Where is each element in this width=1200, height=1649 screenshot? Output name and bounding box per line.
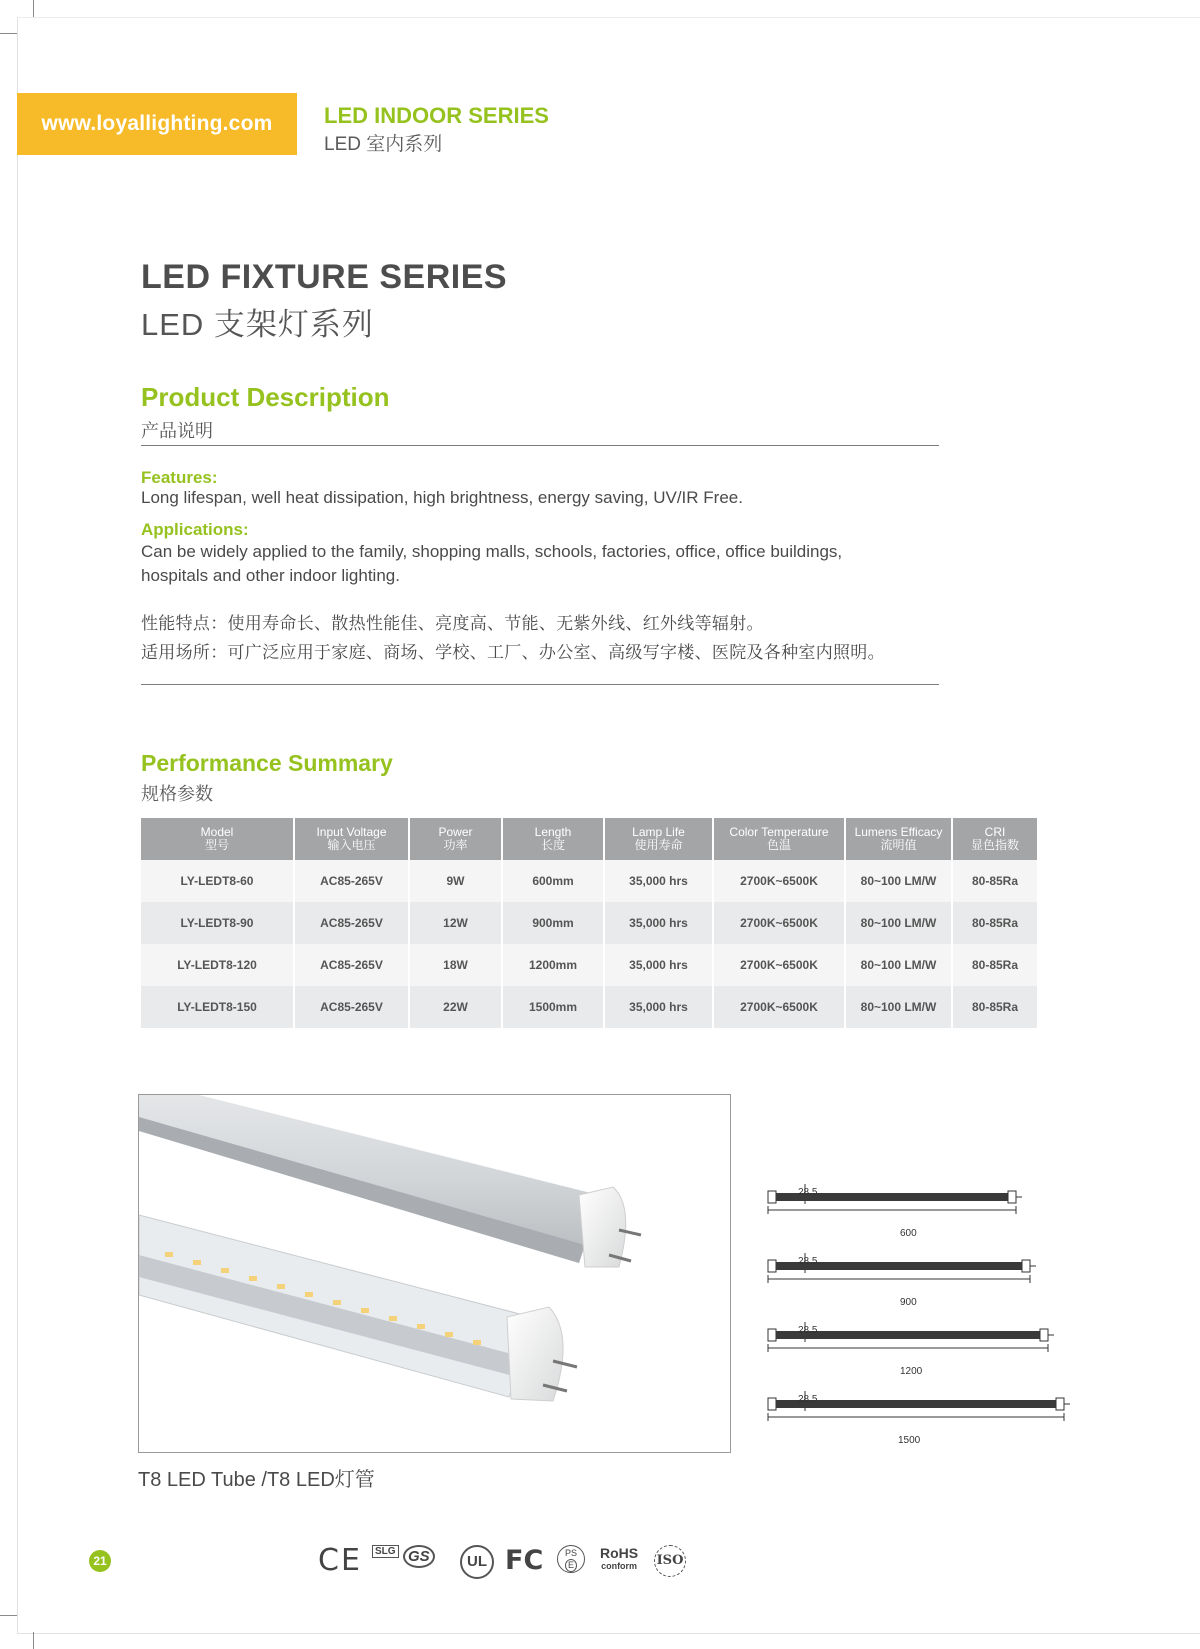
table-cell: 35,000 hrs (604, 986, 713, 1028)
page-title-en: LED FIXTURE SERIES (141, 258, 508, 296)
crop-mark (33, 0, 34, 17)
table-cell: AC85-265V (294, 902, 409, 944)
crop-mark (0, 1615, 17, 1616)
table-cell: 80-85Ra (952, 902, 1037, 944)
product-description-heading-cn: 产品说明 (141, 421, 213, 441)
features-text: Long lifespan, well heat dissipation, high brightness, energy saving, UV/IR Free. (141, 488, 743, 507)
table-cell: 80~100 LM/W (845, 944, 952, 986)
table-row (141, 902, 1037, 944)
table-cell: 900mm (502, 902, 604, 944)
table-cell: LY-LEDT8-150 (141, 986, 294, 1028)
length-label: 900 (900, 1297, 917, 1308)
performance-summary-heading: Performance Summary (141, 750, 393, 776)
table-cell: 2700K~6500K (713, 902, 845, 944)
table-cell: 80-85Ra (952, 986, 1037, 1028)
column-header: Lumens Efficacy 流明值 (845, 818, 952, 860)
length-label: 1500 (898, 1435, 921, 1446)
table-cell: AC85-265V (294, 944, 409, 986)
diameter-label: 28.5 (798, 1325, 818, 1336)
table-cell: 1200mm (502, 944, 604, 986)
column-header: CRI 显色指数 (952, 818, 1037, 860)
table-cell: LY-LEDT8-60 (141, 860, 294, 902)
table-cell: 80~100 LM/W (845, 902, 952, 944)
table-cell: 18W (409, 944, 502, 986)
table-cell: 80~100 LM/W (845, 860, 952, 902)
features-text-cn: 性能特点：使用寿命长、散热性能佳、亮度高、节能、无紫外线、红外线等辐射。 (141, 614, 764, 633)
table-cell: AC85-265V (294, 860, 409, 902)
column-header: Input Voltage 输入电压 (294, 818, 409, 860)
website-banner[interactable] (17, 93, 297, 155)
applications-text-line1: Can be widely applied to the family, shopping malls, schools, factories, office, office buildings, (141, 542, 843, 561)
table-cell: 35,000 hrs (604, 860, 713, 902)
table-header-row (141, 818, 1037, 860)
table-cell: 80~100 LM/W (845, 986, 952, 1028)
page-title-cn: LED 支架灯系列 (141, 307, 374, 342)
tube-clear (139, 1215, 577, 1401)
column-header: Lamp Life 使用寿命 (604, 818, 713, 860)
series-title-en: LED INDOOR SERIES (324, 103, 549, 128)
crop-mark (33, 1632, 34, 1649)
fc-mark-icon: FC (505, 1545, 544, 1576)
diameter-label: 28.5 (798, 1394, 818, 1405)
rohs-mark-icon: RoHS conform (600, 1545, 639, 1571)
applications-label: Applications: (141, 520, 249, 539)
table-row (141, 860, 1037, 902)
product-description-heading: Product Description (141, 382, 390, 412)
table-cell: 80-85Ra (952, 944, 1037, 986)
diameter-label: 28.5 (798, 1256, 818, 1267)
performance-summary-heading-cn: 规格参数 (141, 784, 213, 804)
pse-mark-icon: PS E (557, 1545, 585, 1573)
table-cell: LY-LEDT8-90 (141, 902, 294, 944)
crop-mark (0, 33, 17, 34)
divider (141, 445, 939, 446)
dimension-drawings (762, 1180, 1082, 1460)
slg-gs-mark-icon: SLG GS (372, 1545, 435, 1568)
table-cell: 2700K~6500K (713, 944, 845, 986)
table-row (141, 986, 1037, 1028)
series-title-cn: LED 室内系列 (324, 134, 443, 155)
column-header: Model 型号 (141, 818, 294, 860)
divider (141, 684, 939, 685)
length-label: 600 (900, 1228, 917, 1239)
led-tube-illustration (139, 1095, 730, 1452)
table-cell: 80-85Ra (952, 860, 1037, 902)
table-row (141, 944, 1037, 986)
table-cell: LY-LEDT8-120 (141, 944, 294, 986)
column-header: Power 功率 (409, 818, 502, 860)
page-number: 21 (89, 1550, 111, 1572)
column-header: Length 长度 (502, 818, 604, 860)
ce-mark-icon: CE (318, 1543, 362, 1578)
table-cell: 2700K~6500K (713, 860, 845, 902)
spec-table (141, 818, 1037, 1028)
table-cell: 1500mm (502, 986, 604, 1028)
table-cell: AC85-265V (294, 986, 409, 1028)
features-label: Features: (141, 468, 218, 487)
table-cell: 2700K~6500K (713, 986, 845, 1028)
product-caption: T8 LED Tube /T8 LED灯管 (138, 1469, 375, 1491)
applications-text-line2: hospitals and other indoor lighting. (141, 566, 400, 585)
iso-mark-icon: ISO (654, 1545, 686, 1577)
column-header: Color Temperature 色温 (713, 818, 845, 860)
table-cell: 22W (409, 986, 502, 1028)
table-cell: 9W (409, 860, 502, 902)
table-cell: 12W (409, 902, 502, 944)
applications-text-cn: 适用场所：可广泛应用于家庭、商场、学校、工厂、办公室、高级写字楼、医院及各种室内照明。 (141, 643, 885, 662)
length-label: 1200 (900, 1366, 923, 1377)
product-photo (138, 1094, 731, 1453)
table-cell: 35,000 hrs (604, 944, 713, 986)
table-cell: 600mm (502, 860, 604, 902)
table-cell: 35,000 hrs (604, 902, 713, 944)
website-url: www.loyallighting.com (41, 112, 273, 135)
ul-mark-icon: UL (460, 1545, 494, 1579)
diameter-label: 28.5 (798, 1187, 818, 1198)
